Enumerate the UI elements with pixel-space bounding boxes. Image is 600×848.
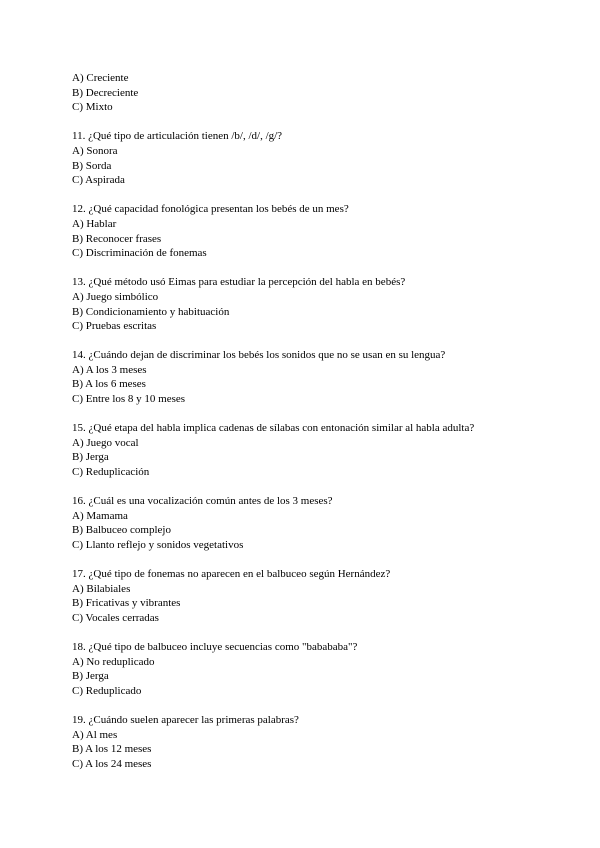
page-content bbox=[72, 71, 542, 786]
option-a: A) Sonora bbox=[72, 144, 118, 157]
option-c: C) Vocales cerradas bbox=[72, 611, 159, 624]
question-block-12 bbox=[72, 202, 542, 260]
lead-option-b: B) Decreciente bbox=[72, 86, 139, 99]
option-c: C) Llanto reflejo y sonidos vegetativos bbox=[72, 539, 244, 551]
option-b: B) Condicionamiento y habituación bbox=[72, 305, 230, 318]
option-a: A) No reduplicado bbox=[72, 655, 155, 668]
question-text: 17. ¿Qué tipo de fonemas no aparecen en el balbuceo según Hernández? bbox=[72, 568, 391, 581]
option-c: C) Reduplicación bbox=[72, 466, 150, 479]
option-c: C) Pruebas escritas bbox=[72, 320, 157, 333]
question-text: 12. ¿Qué capacidad fonológica presentan los bebés de un mes? bbox=[72, 203, 349, 216]
question-text: 15. ¿Qué etapa del habla implica cadenas de sílabas con entonación similar al habla adulta? bbox=[72, 422, 475, 435]
option-c: C) Entre los 8 y 10 meses bbox=[72, 393, 186, 406]
option-b: B) Balbuceo complejo bbox=[72, 524, 171, 537]
option-a: A) Hablar bbox=[72, 217, 117, 230]
question-block-19 bbox=[72, 713, 542, 771]
option-a: A) Al mes bbox=[72, 728, 118, 741]
option-a: A) Juego simbólico bbox=[72, 290, 159, 303]
question-block-14 bbox=[72, 348, 542, 406]
option-b: B) Jerga bbox=[72, 670, 109, 683]
option-a: A) Bilabiales bbox=[72, 582, 131, 595]
question-text: 11. ¿Qué tipo de articulación tienen /b/, /d/, /g/? bbox=[72, 130, 283, 143]
option-a: A) Mamama bbox=[72, 509, 128, 522]
question-block-15 bbox=[72, 421, 542, 479]
lead-options-block bbox=[72, 71, 542, 115]
lead-option-c: C) Mixto bbox=[72, 101, 113, 114]
option-c: C) A los 24 meses bbox=[72, 757, 152, 770]
question-block-18 bbox=[72, 640, 542, 698]
option-c: C) Reduplicado bbox=[72, 684, 142, 697]
option-b: B) Reconocer frases bbox=[72, 232, 162, 245]
lead-option-a: A) Creciente bbox=[72, 72, 129, 84]
question-block-13 bbox=[72, 275, 542, 333]
question-text: 14. ¿Cuándo dejan de discriminar los bebés los sonidos que no se usan en su lengua? bbox=[72, 349, 446, 362]
option-b: B) Fricativas y vibrantes bbox=[72, 597, 181, 610]
question-block-11 bbox=[72, 129, 542, 187]
option-b: B) Jerga bbox=[72, 451, 109, 464]
question-text: 13. ¿Qué método usó Eimas para estudiar la percepción del habla en bebés? bbox=[72, 276, 406, 289]
option-c: C) Aspirada bbox=[72, 174, 125, 187]
option-a: A) A los 3 meses bbox=[72, 363, 147, 376]
question-block-16 bbox=[72, 494, 542, 552]
option-b: B) Sorda bbox=[72, 159, 112, 172]
option-b: B) A los 12 meses bbox=[72, 743, 152, 756]
option-c: C) Discriminación de fonemas bbox=[72, 247, 207, 260]
option-b: B) A los 6 meses bbox=[72, 378, 146, 391]
option-a: A) Juego vocal bbox=[72, 436, 139, 449]
question-text: 18. ¿Qué tipo de balbuceo incluye secuencias como "babababa"? bbox=[72, 641, 358, 654]
question-block-17 bbox=[72, 567, 542, 625]
question-text: 16. ¿Cuál es una vocalización común antes de los 3 meses? bbox=[72, 495, 333, 508]
question-text: 19. ¿Cuándo suelen aparecer las primeras palabras? bbox=[72, 714, 299, 727]
